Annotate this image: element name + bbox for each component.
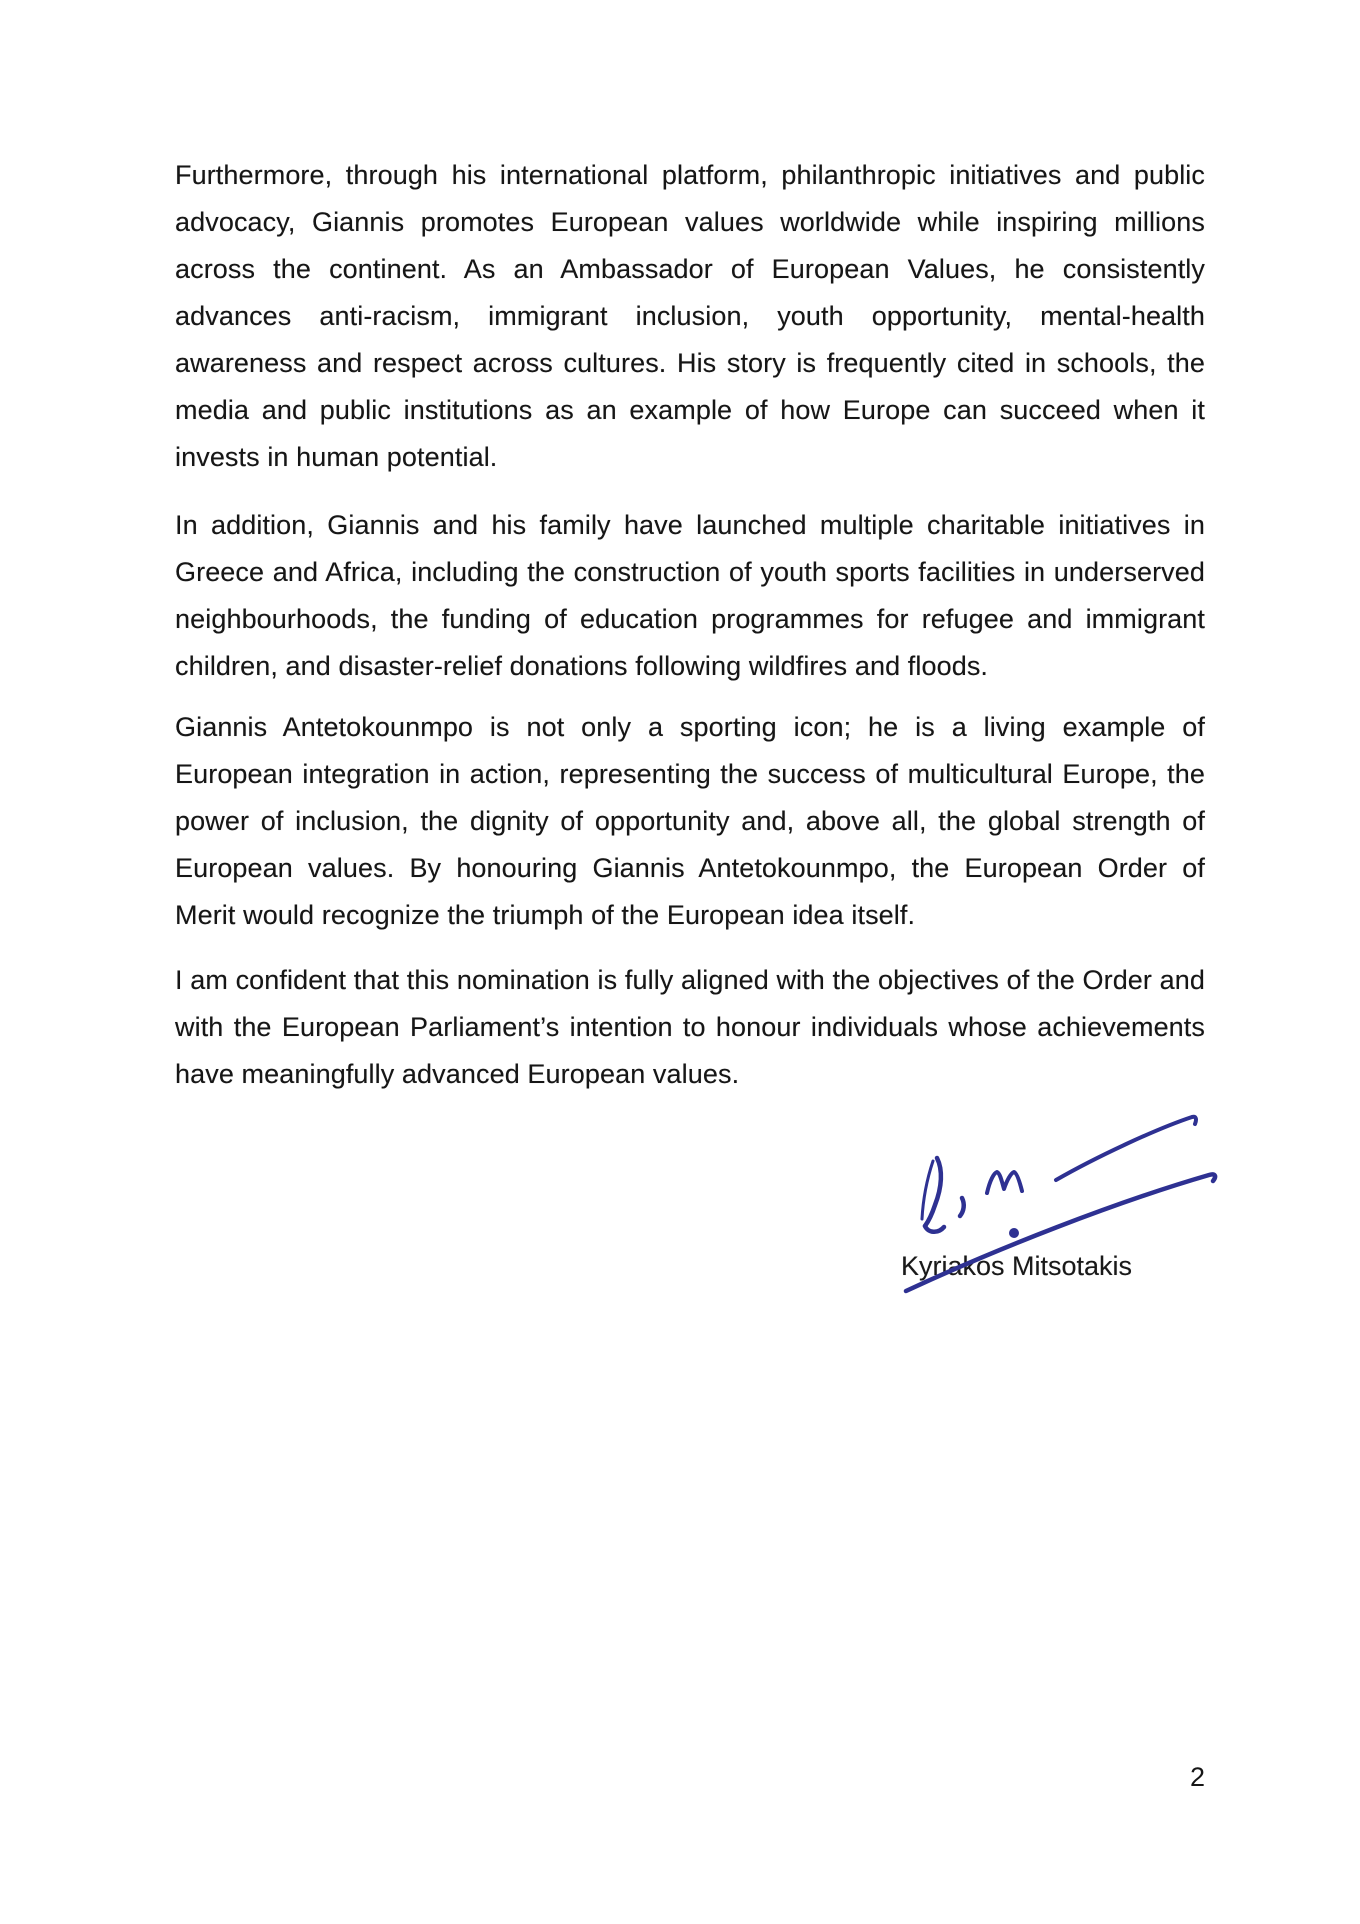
paragraph-charitable-initiatives: In addition, Giannis and his family have launched multiple charitable initiatives in Greece and Africa, including the construction of youth sports facilities in underserved neighbourhoods, the funding of education programmes for refugee and immigrant children, and disaster-relief donations following wildfires and floods. xyxy=(175,510,1205,681)
paragraph-international-platform: Furthermore, through his international platform, philanthropic initiatives and public advocacy, Giannis promotes European values worldwide while inspiring millions across the continent. As an Ambassador of European Values, he consistently advances anti-racism, immigrant inclusion, youth opportunity, mental-health awareness and respect across cultures. His story is frequently cited in schools, the media and public institutions as an example of how Europe can succeed when it invests in human potential. xyxy=(175,160,1205,472)
paragraph-living-example: Giannis Antetokounmpo is not only a sporting icon; he is a living example of European integration in action, representing the success of multicultural Europe, the power of inclusion, the dignity of opportunity and, above all, the global strength of European values. By honouring Giannis Antetokounmpo, the European Order of Merit would recognize the triumph of the European idea itself. xyxy=(175,712,1205,930)
page-number: 2 xyxy=(1190,1762,1206,1792)
paragraph-confident-nomination: I am confident that this nomination is fully aligned with the objectives of the Order and with the European Parliament’s intention to honour individuals whose achievements have meaningfully advanced European values. xyxy=(175,965,1205,1089)
letter-body xyxy=(175,152,1205,1116)
ink-dot xyxy=(1011,1230,1017,1236)
signatory-name: Kyriakos Mitsotakis xyxy=(901,1251,1133,1281)
